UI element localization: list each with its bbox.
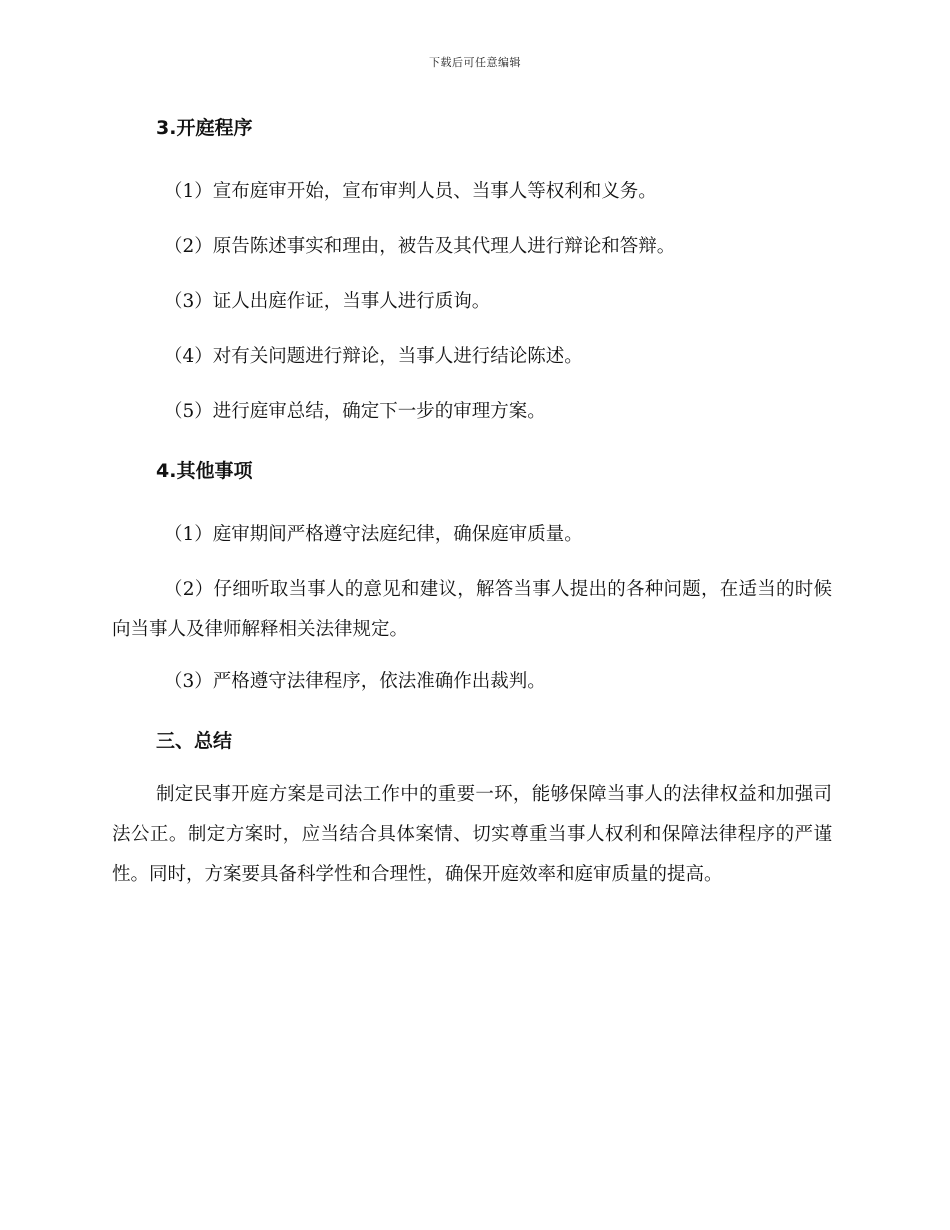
section-heading-summary: 三、总结: [156, 730, 233, 752]
section-heading-court-procedure: 3.开庭程序: [156, 117, 253, 139]
list-item-multiline: （2）仔细听取当事人的意见和建议，解答当事人提出的各种问题，在适当的时候向当事人及律师解释相关法律规定。: [112, 579, 832, 640]
summary-paragraph: 制定民事开庭方案是司法工作中的重要一环，能够保障当事人的法律权益和加强司法公正。制定方案时，应当结合具体案情、切实尊重当事人权利和保障法律程序的严谨性。同时，方案要具备科学性和合理性，确保开庭效率和庭审质量的提高。: [112, 784, 832, 885]
list-item: （1）宣布庭审开始，宣布审判人员、当事人等权利和义务。: [164, 181, 657, 202]
list-item: （1）庭审期间严格遵守法庭纪律，确保庭审质量。: [164, 524, 583, 545]
page-header-note: 下载后可任意编辑: [429, 56, 521, 69]
list-item: （2）原告陈述事实和理由，被告及其代理人进行辩论和答辩。: [164, 236, 676, 257]
list-item: （3）严格遵守法律程序，依法准确作出裁判。: [164, 671, 546, 692]
list-item: （5）进行庭审总结，确定下一步的审理方案。: [164, 401, 546, 422]
list-item: （4）对有关问题进行辩论，当事人进行结论陈述。: [164, 346, 583, 367]
list-item: （3）证人出庭作证，当事人进行质询。: [164, 291, 491, 312]
section-heading-other-matters: 4.其他事项: [156, 460, 253, 482]
document-body: [112, 110, 832, 895]
